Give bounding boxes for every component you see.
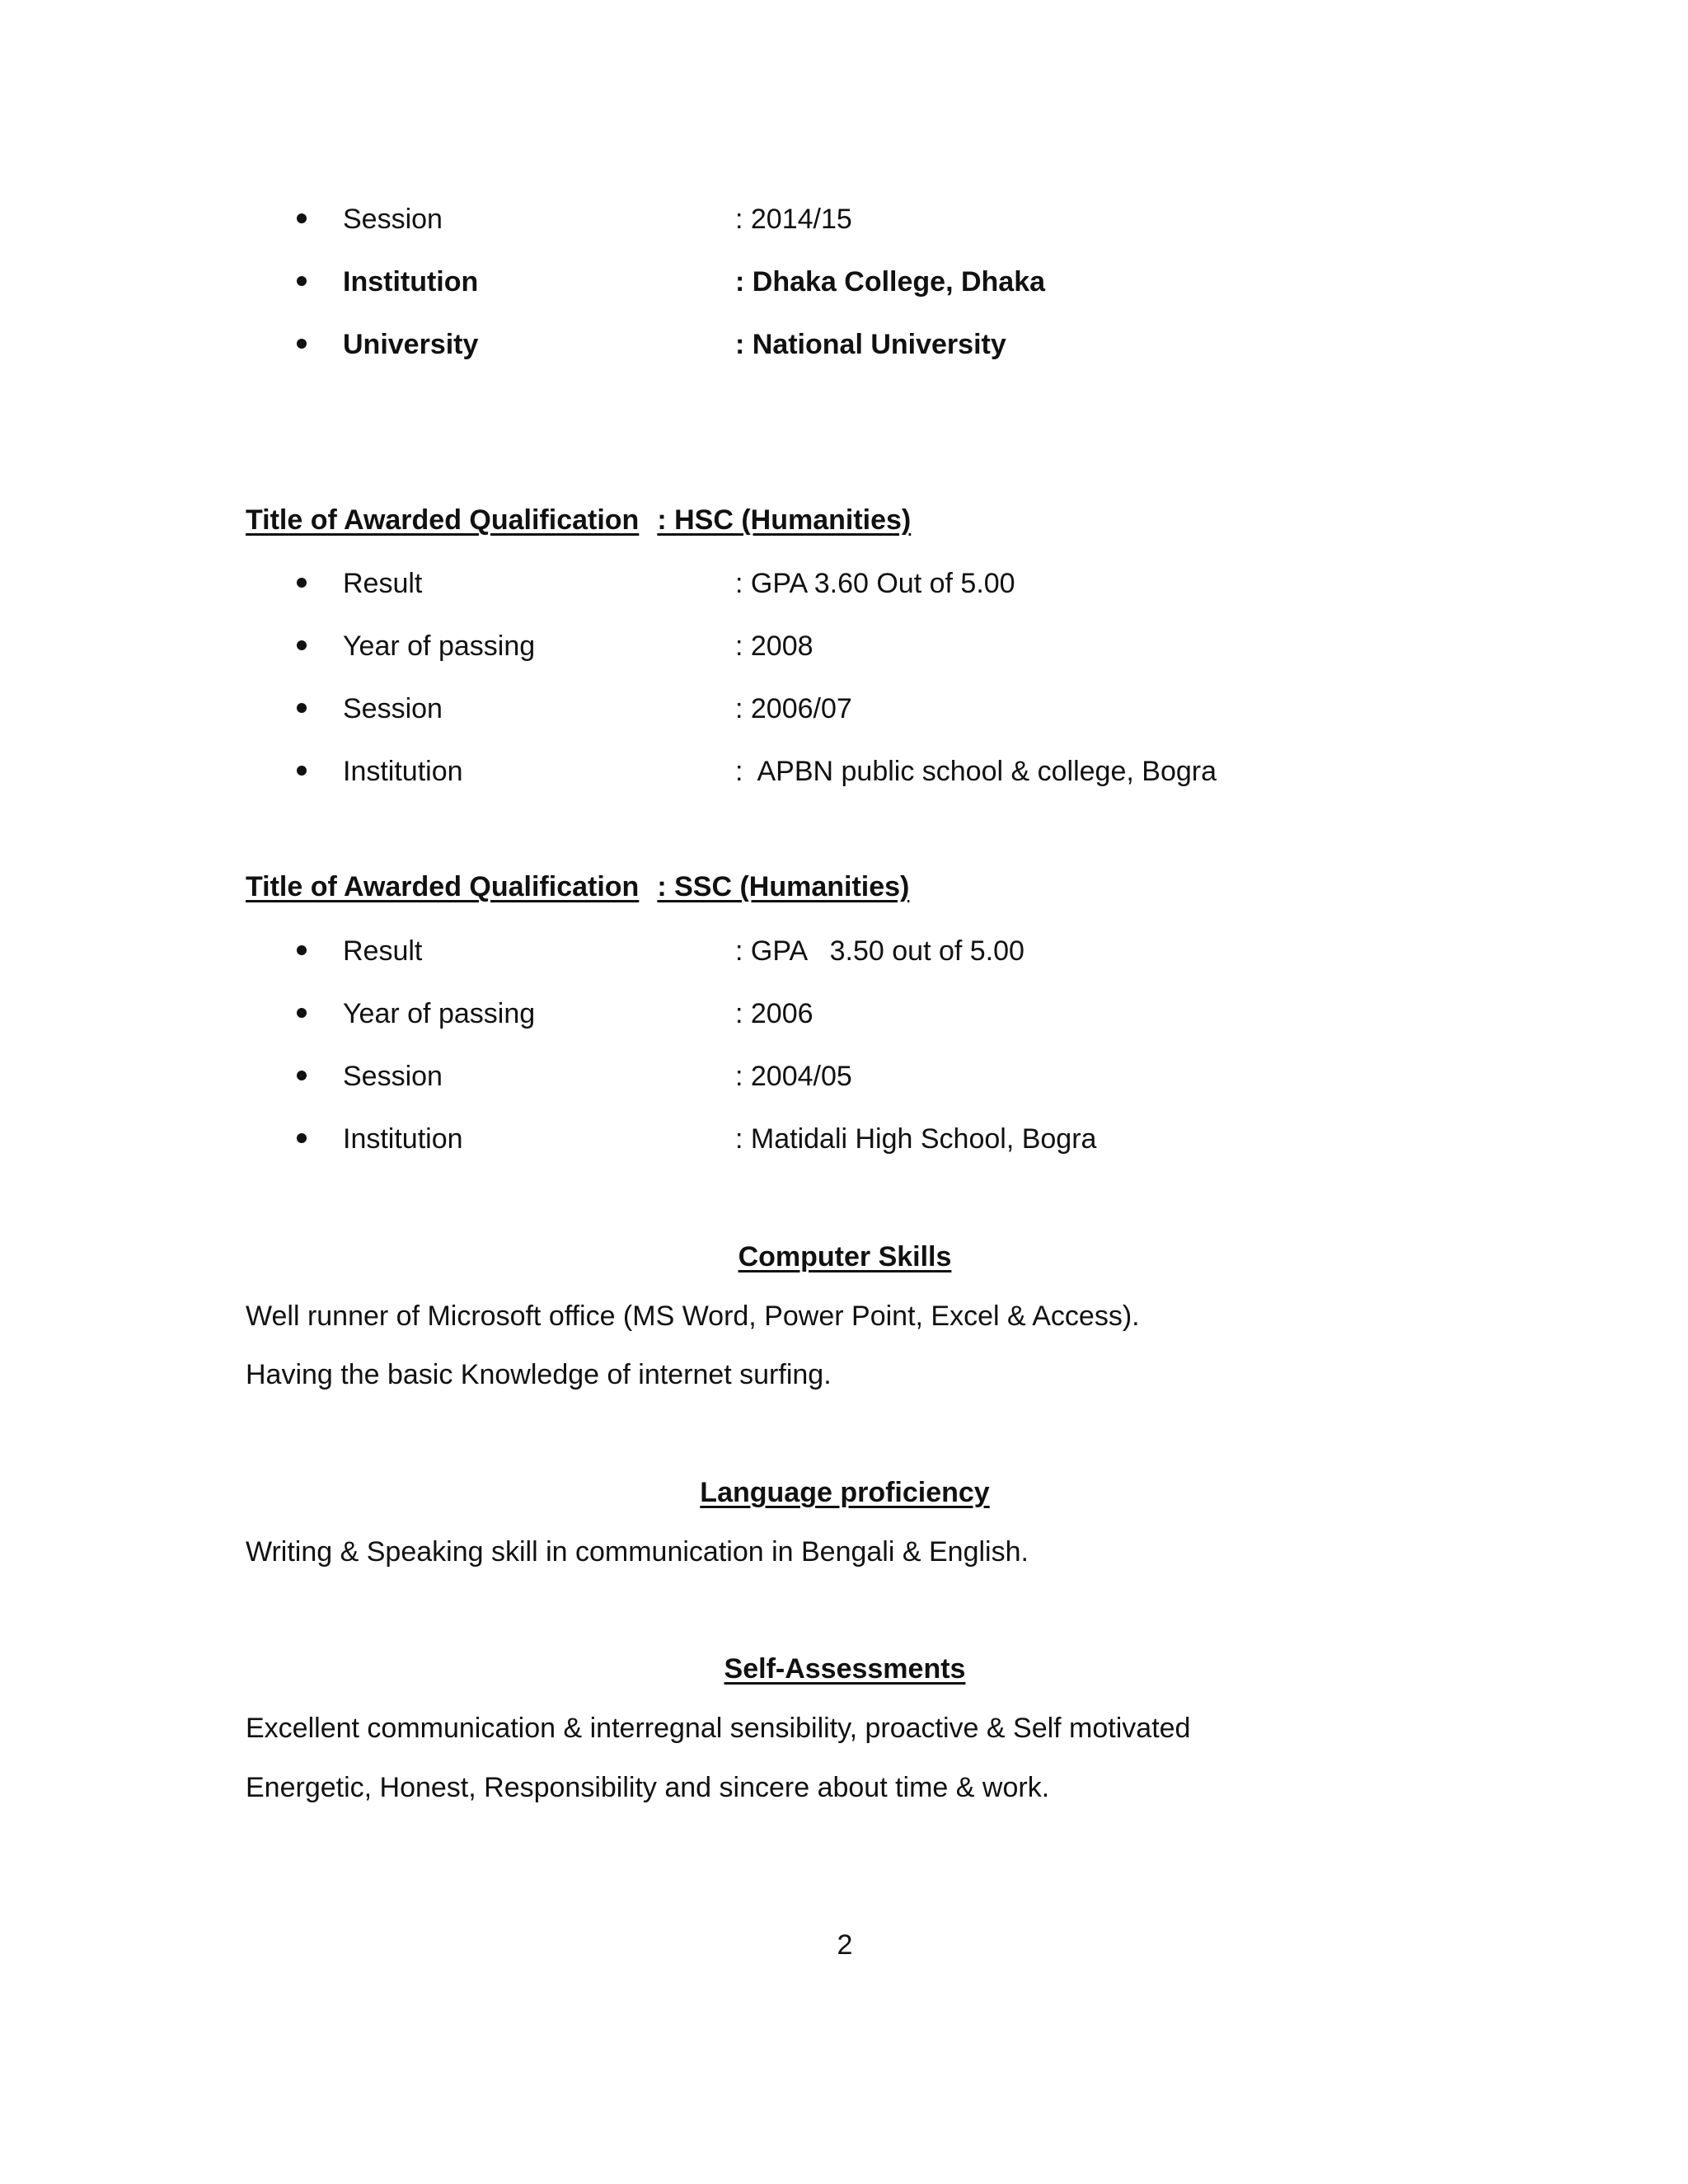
hsc-heading-label: Title of Awarded Qualification bbox=[246, 504, 640, 536]
list-label: Result bbox=[343, 568, 423, 599]
list-label: Institution bbox=[343, 1123, 463, 1155]
hsc-heading bbox=[246, 504, 911, 537]
ssc-heading-label: Title of Awarded Qualification bbox=[246, 871, 640, 902]
list-value: : 2006 bbox=[735, 998, 814, 1029]
list-label: Year of passing bbox=[343, 630, 536, 662]
list-label: Institution bbox=[343, 756, 463, 787]
self-assessment-line: Excellent communication & interregnal sensibility, proactive & Self motivated bbox=[246, 1713, 1191, 1744]
list-value: : 2008 bbox=[735, 630, 814, 662]
list-label: Result bbox=[343, 935, 423, 967]
bullet-icon bbox=[297, 640, 307, 650]
page-number: 2 bbox=[837, 1929, 853, 1961]
hsc-heading-value: : HSC (Humanities) bbox=[657, 504, 912, 536]
list-value: : GPA 3.60 Out of 5.00 bbox=[735, 568, 1015, 599]
bullet-icon bbox=[297, 339, 307, 349]
computer-skills-heading: Computer Skills bbox=[738, 1241, 952, 1272]
bullet-icon bbox=[297, 578, 307, 588]
list-value: : 2006/07 bbox=[735, 693, 852, 724]
bullet-icon bbox=[297, 703, 307, 713]
computer-skills-line: Having the basic Knowledge of internet surfing. bbox=[246, 1359, 832, 1390]
list-label: University bbox=[343, 329, 479, 360]
bullet-icon bbox=[297, 213, 307, 223]
bullet-icon bbox=[297, 945, 307, 955]
list-value: : 2004/05 bbox=[735, 1061, 852, 1092]
list-label: Session bbox=[343, 693, 443, 724]
list-value: : National University bbox=[735, 329, 1006, 360]
list-label: Year of passing bbox=[343, 998, 536, 1029]
self-assessment-line: Energetic, Honest, Responsibility and sincere about time & work. bbox=[246, 1772, 1050, 1803]
computer-skills-line: Well runner of Microsoft office (MS Word, Power Point, Excel & Access). bbox=[246, 1301, 1140, 1332]
list-value: : APBN public school & college, Bogra bbox=[735, 756, 1217, 787]
list-label: Institution bbox=[343, 266, 479, 298]
ssc-heading bbox=[246, 870, 909, 903]
bullet-icon bbox=[297, 766, 307, 776]
bullet-icon bbox=[297, 1133, 307, 1143]
list-label: Session bbox=[343, 1061, 443, 1092]
language-heading: Language proficiency bbox=[700, 1477, 990, 1508]
list-label: Session bbox=[343, 204, 443, 235]
ssc-heading-value: : SSC (Humanities) bbox=[657, 871, 910, 902]
list-value: : Matidali High School, Bogra bbox=[735, 1123, 1097, 1155]
language-line: Writing & Speaking skill in communication in Bengali & English. bbox=[246, 1536, 1029, 1568]
self-assessment-heading: Self-Assessments bbox=[724, 1653, 966, 1685]
list-value: : 2014/15 bbox=[735, 204, 852, 235]
bullet-icon bbox=[297, 276, 307, 286]
bullet-icon bbox=[297, 1071, 307, 1080]
bullet-icon bbox=[297, 1008, 307, 1018]
list-value: : Dhaka College, Dhaka bbox=[735, 266, 1046, 298]
list-value: : GPA 3.50 out of 5.00 bbox=[735, 935, 1025, 967]
